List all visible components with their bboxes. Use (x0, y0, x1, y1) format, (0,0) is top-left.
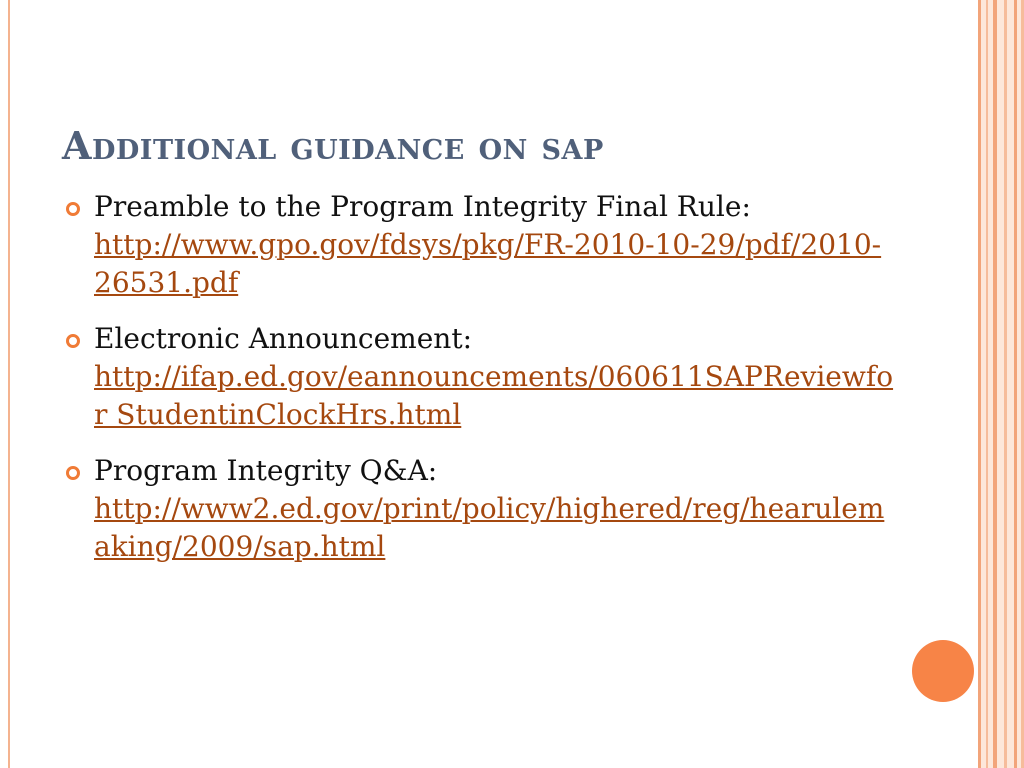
bullet-link[interactable]: http://ifap.ed.gov/eannouncements/060611SAPReviewfor StudentinClockHrs.html (94, 360, 894, 431)
decorative-circle (912, 640, 974, 702)
decorative-stripe (993, 0, 997, 768)
bullet-text: Preamble to the Program Integrity Final Rule: (94, 190, 751, 223)
bullet-link[interactable]: http://www2.ed.gov/print/policy/highered/reg/hearulemaking/2009/sap.html (94, 492, 885, 563)
bullet-circle-icon (66, 202, 80, 216)
decorative-stripe-panel (978, 0, 1024, 768)
bullet-item (64, 452, 894, 566)
bullet-text: Electronic Announcement: (94, 322, 473, 355)
bullet-text: Program Integrity Q&A: (94, 454, 438, 487)
slide-left-border (0, 0, 10, 768)
bullet-item (64, 320, 894, 434)
bullet-link[interactable]: http://www.gpo.gov/fdsys/pkg/FR-2010-10-29/pdf/2010-26531.pdf (94, 228, 882, 299)
bullet-list (64, 188, 894, 584)
bullet-item (64, 188, 894, 302)
decorative-stripe (978, 0, 981, 768)
decorative-stripe (986, 0, 988, 768)
decorative-stripe (1004, 0, 1007, 768)
decorative-stripe (1014, 0, 1017, 768)
bullet-circle-icon (66, 466, 80, 480)
slide-title: Additional guidance on sap (62, 123, 604, 169)
bullet-circle-icon (66, 334, 80, 348)
